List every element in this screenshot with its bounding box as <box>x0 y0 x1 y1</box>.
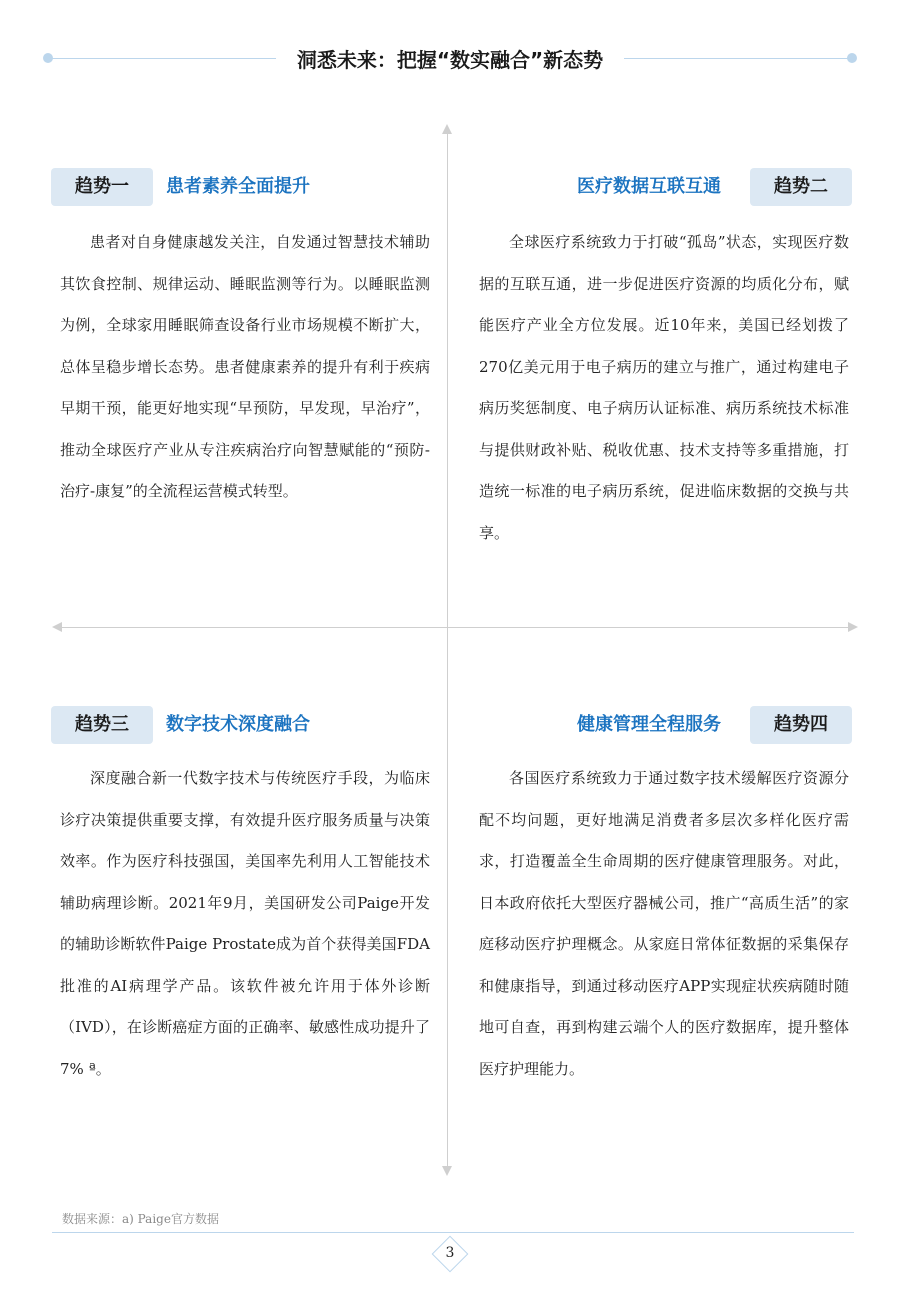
trend-2-body: 全球医疗系统致力于打破“孤岛”状态，实现医疗数据的互联互通，进一步促进医疗资源的均质化分布，赋能医疗产业全方位发展。近10年来，美国已经划拨了270亿美元用于电子病历的建立与推广，通过构建电子病历奖惩制度、电子病历认证标准、病历系统技术标准与提供财政补贴、税收优惠、技术支持等多重措施，打造统一标准的电子病历系统，促进临床数据的交换与共享。 <box>479 233 849 542</box>
footer-rule <box>52 1232 854 1233</box>
header-right-dot <box>847 53 857 63</box>
trend-1-body: 患者对自身健康越发关注，自发通过智慧技术辅助其饮食控制、规律运动、睡眠监测等行为。以睡眠监测为例，全球家用睡眠筛查设备行业市场规模不断扩大，总体呈稳步增长态势。患者健康素养的提升有利于疾病早期干预，能更好地实现“早预防，早发现，早治疗”，推动全球医疗产业从专注疾病治疗向智慧赋能的“预防-治疗-康复”的全流程运营模式转型。 <box>60 233 430 500</box>
page-title: 洞悉未来：把握“数实融合”新态势 <box>296 48 604 72</box>
page-number: 3 <box>445 1245 455 1261</box>
trend-1-badge: 趋势一 <box>51 168 153 206</box>
trend-3-title: 数字技术深度融合 <box>166 714 310 735</box>
trend-2-title: 医疗数据互联互通 <box>577 176 721 197</box>
trend-3-badge: 趋势三 <box>51 706 153 744</box>
trend-4-body: 各国医疗系统致力于通过数字技术缓解医疗资源分配不均问题，更好地满足消费者多层次多样化医疗需求，打造覆盖全生命周期的医疗健康管理服务。对此，日本政府依托大型医疗器械公司，推广“高质生活”的家庭移动医疗护理概念。从家庭日常体征数据的采集保存和健康指导，到通过移动医疗APP实现症状疾病随时随地可自查，再到构建云端个人的医疗数据库，提升整体医疗护理能力。 <box>479 769 849 1078</box>
trend-4-title: 健康管理全程服务 <box>577 714 721 735</box>
header-left-rule <box>48 58 276 59</box>
vertical-axis <box>447 132 448 1168</box>
arrow-right-icon <box>848 622 858 632</box>
arrow-up-icon <box>442 124 452 134</box>
trend-1-title: 患者素养全面提升 <box>166 176 310 197</box>
trend-3-body: 深度融合新一代数字技术与传统医疗手段，为临床诊疗决策提供重要支撑，有效提升医疗服务质量与决策效率。作为医疗科技强国，美国率先利用人工智能技术辅助病理诊断。2021年9月，美国研发公司Paige开发的辅助诊断软件Paige Prostate成为首个获得美国FDA批准的AI病理学产品。该软件被允许用于体外诊断（IVD），在诊断癌症方面的正确率、敏感性成功提升了7% ª。 <box>60 769 430 1078</box>
header-right-rule <box>624 58 852 59</box>
trend-4-badge: 趋势四 <box>750 706 852 744</box>
trend-2-badge: 趋势二 <box>750 168 852 206</box>
arrow-left-icon <box>52 622 62 632</box>
arrow-down-icon <box>442 1166 452 1176</box>
data-source-note: 数据来源：a) Paige官方数据 <box>62 1212 219 1226</box>
horizontal-axis <box>58 627 850 628</box>
